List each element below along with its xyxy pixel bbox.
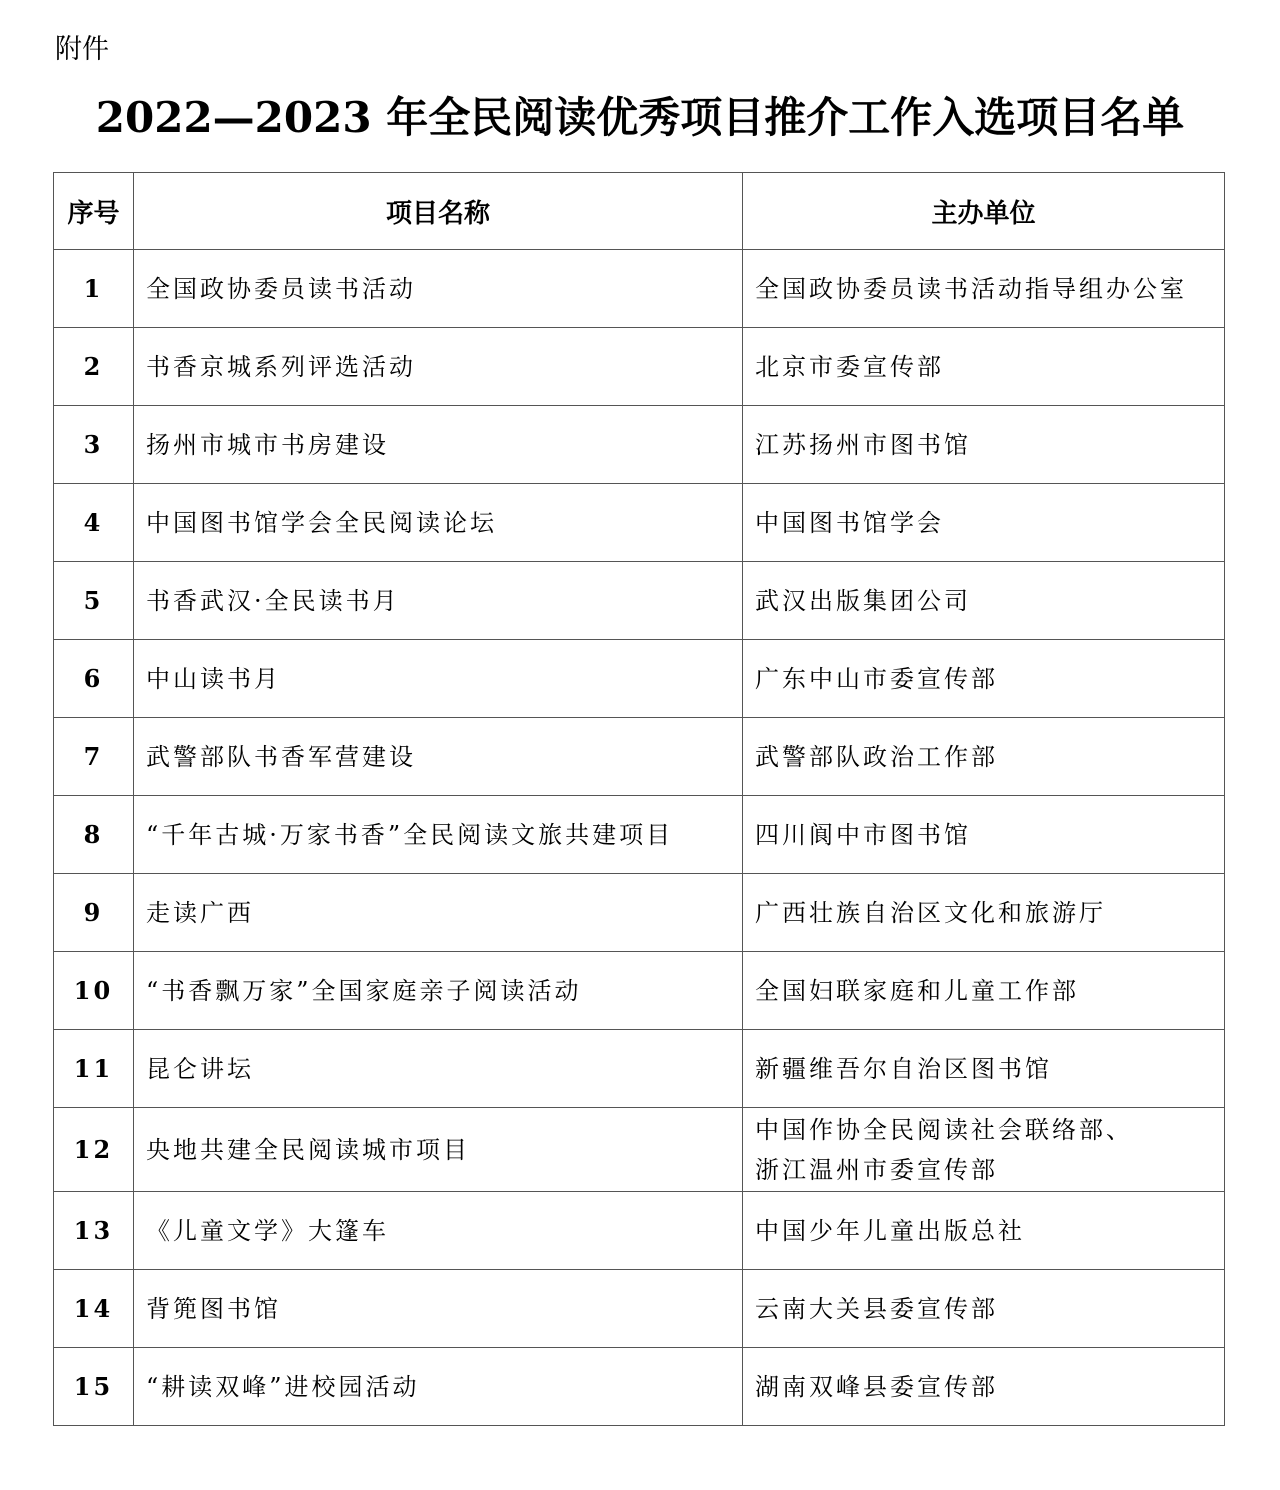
page-title: 2022—2023 年全民阅读优秀项目推介工作入选项目名单 — [95, 93, 1185, 142]
row-index: 7 — [54, 718, 134, 796]
row-organizer: 全国政协委员读书活动指导组办公室 — [743, 250, 1225, 328]
table-row — [54, 874, 1225, 952]
row-organizer: 江苏扬州市图书馆 — [743, 406, 1225, 484]
row-project-name: 走读广西 — [134, 874, 743, 952]
row-organizer: 广西壮族自治区文化和旅游厅 — [743, 874, 1225, 952]
table-header-row — [54, 173, 1225, 250]
row-project-name: 昆仑讲坛 — [134, 1030, 743, 1108]
table-row — [54, 250, 1225, 328]
table-row — [54, 796, 1225, 874]
row-project-name: 武警部队书香军营建设 — [134, 718, 743, 796]
row-organizer: 中国少年儿童出版总社 — [743, 1192, 1225, 1270]
table-row — [54, 1192, 1225, 1270]
row-index: 11 — [54, 1030, 134, 1108]
row-index: 6 — [54, 640, 134, 718]
table-row — [54, 1348, 1225, 1426]
row-index: 8 — [54, 796, 134, 874]
table-row — [54, 718, 1225, 796]
row-index: 1 — [54, 250, 134, 328]
row-project-name: 央地共建全民阅读城市项目 — [134, 1108, 743, 1192]
row-project-name: 扬州市城市书房建设 — [134, 406, 743, 484]
row-index: 10 — [54, 952, 134, 1030]
row-index: 2 — [54, 328, 134, 406]
header-index: 序号 — [54, 173, 134, 250]
header-organizer: 主办单位 — [743, 173, 1225, 250]
project-table — [53, 172, 1225, 1426]
row-organizer-line-2: 浙江温州市委宣传部 — [755, 1155, 998, 1184]
row-organizer: 武警部队政治工作部 — [743, 718, 1225, 796]
table-row — [54, 562, 1225, 640]
row-organizer: 中国图书馆学会 — [743, 484, 1225, 562]
row-index: 15 — [54, 1348, 134, 1426]
row-organizer-multiline — [743, 1108, 1225, 1192]
table-row — [54, 328, 1225, 406]
row-organizer: 湖南双峰县委宣传部 — [743, 1348, 1225, 1426]
row-index: 14 — [54, 1270, 134, 1348]
row-project-name: 中国图书馆学会全民阅读论坛 — [134, 484, 743, 562]
row-organizer: 武汉出版集团公司 — [743, 562, 1225, 640]
row-project-name: “书香飘万家”全国家庭亲子阅读活动 — [134, 952, 743, 1030]
table-row — [54, 640, 1225, 718]
row-project-name: 全国政协委员读书活动 — [134, 250, 743, 328]
row-index: 9 — [54, 874, 134, 952]
row-organizer: 北京市委宣传部 — [743, 328, 1225, 406]
row-organizer: 广东中山市委宣传部 — [743, 640, 1225, 718]
row-index: 5 — [54, 562, 134, 640]
row-organizer: 四川阆中市图书馆 — [743, 796, 1225, 874]
row-index: 13 — [54, 1192, 134, 1270]
table-row — [54, 406, 1225, 484]
table-row — [54, 484, 1225, 562]
table-row — [54, 1270, 1225, 1348]
attachment-label: 附件 — [55, 34, 109, 65]
table-row — [54, 1030, 1225, 1108]
row-project-name: 《儿童文学》大篷车 — [134, 1192, 743, 1270]
row-index: 4 — [54, 484, 134, 562]
table-row — [54, 1108, 1225, 1192]
row-organizer: 新疆维吾尔自治区图书馆 — [743, 1030, 1225, 1108]
row-organizer-line-1: 中国作协全民阅读社会联络部、 — [755, 1115, 1133, 1144]
header-project-name: 项目名称 — [134, 173, 743, 250]
row-project-name: 书香武汉·全民读书月 — [134, 562, 743, 640]
row-project-name: 背篼图书馆 — [134, 1270, 743, 1348]
row-project-name: 书香京城系列评选活动 — [134, 328, 743, 406]
row-index: 12 — [54, 1108, 134, 1192]
table-row — [54, 952, 1225, 1030]
row-project-name: “千年古城·万家书香”全民阅读文旅共建项目 — [134, 796, 743, 874]
row-organizer: 全国妇联家庭和儿童工作部 — [743, 952, 1225, 1030]
row-index: 3 — [54, 406, 134, 484]
row-organizer: 云南大关县委宣传部 — [743, 1270, 1225, 1348]
row-project-name: “耕读双峰”进校园活动 — [134, 1348, 743, 1426]
row-project-name: 中山读书月 — [134, 640, 743, 718]
